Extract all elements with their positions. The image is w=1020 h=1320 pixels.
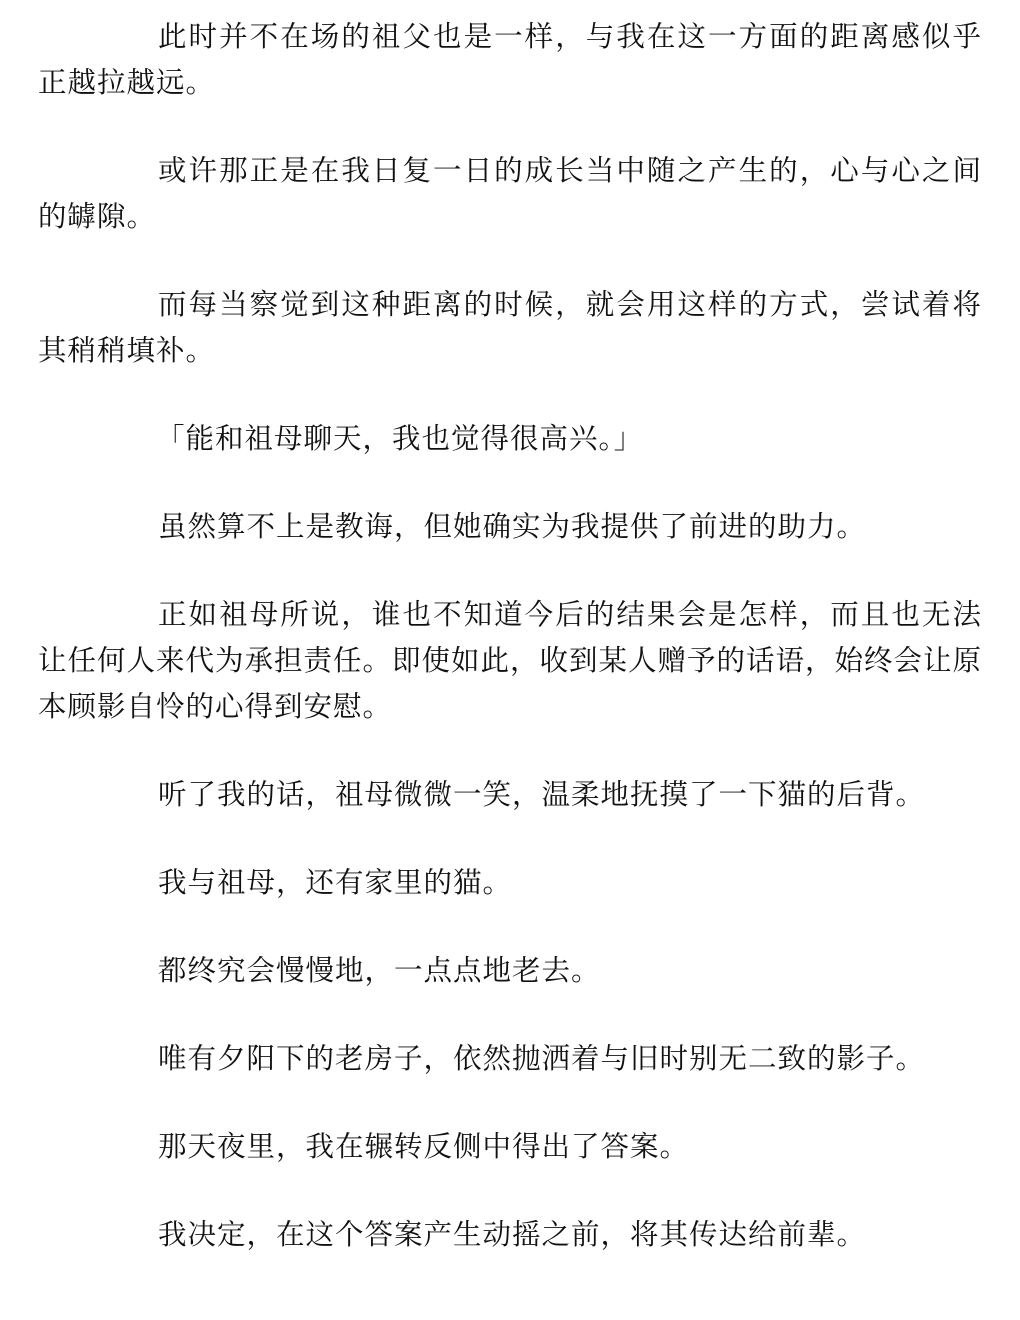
dialogue-paragraph: 「能和祖母聊天，我也觉得很高兴。」 bbox=[156, 422, 644, 455]
paragraph: 虽然算不上是教诲，但她确实为我提供了前进的助力。 bbox=[158, 510, 867, 543]
paragraph: 都终究会慢慢地，一点点地老去。 bbox=[158, 954, 601, 987]
document-page bbox=[38, 14, 982, 1300]
paragraph: 而每当察觉到这种距离的时候，就会用这样的方式，尝试着将其稍稍填补。 bbox=[38, 288, 982, 367]
paragraph: 此时并不在场的祖父也是一样，与我在这一方面的距离感似乎正越拉越远。 bbox=[38, 20, 982, 99]
paragraph: 正如祖母所说，谁也不知道今后的结果会是怎样，而且也无法让任何人来代为承担责任。即使如此，收到某人赠予的话语，始终会让原本顾影自怜的心得到安慰。 bbox=[38, 598, 983, 723]
paragraph: 我与祖母，还有家里的猫。 bbox=[158, 866, 513, 899]
paragraph: 那天夜里，我在辗转反侧中得出了答案。 bbox=[158, 1130, 690, 1163]
paragraph: 我决定，在这个答案产生动摇之前，将其传达给前辈。 bbox=[158, 1218, 867, 1251]
paragraph: 听了我的话，祖母微微一笑，温柔地抚摸了一下猫的后背。 bbox=[158, 778, 926, 811]
paragraph: 唯有夕阳下的老房子，依然抛洒着与旧时别无二致的影子。 bbox=[158, 1042, 926, 1075]
paragraph: 或许那正是在我日复一日的成长当中随之产生的，心与心之间的罅隙。 bbox=[38, 154, 982, 233]
